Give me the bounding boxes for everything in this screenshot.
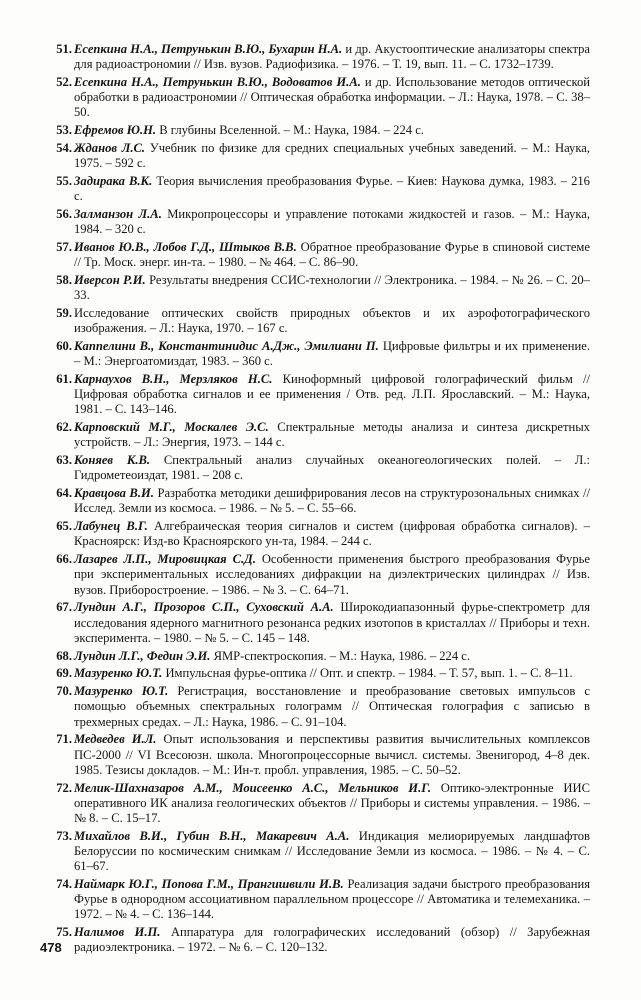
reference-entry (50, 600, 590, 646)
reference-number: 53. (56, 123, 72, 138)
reference-number: 68. (56, 648, 72, 663)
reference-number: 74. (56, 877, 72, 892)
reference-number: 72. (56, 780, 72, 795)
reference-text: и др. Акустооптические анализаторы спектра для радиоастрономии // Изв. вузов. Радиофизика. – 1976. – Т. 19, вып. 11. – С. 1732–1739. (74, 42, 591, 72)
reference-authors: Медведев И.Л. (74, 732, 157, 747)
reference-authors: Задирака В.К. (74, 174, 153, 188)
reference-entry (50, 420, 590, 450)
reference-number: 57. (56, 240, 72, 254)
reference-authors: Михайлов В.И., Губин В.Н., Макаревич А.А. (74, 828, 350, 843)
reference-entry (50, 666, 590, 681)
reference-text: Теория вычисления преобразования Фурье. – Киев: Наукова думка, 1983. – 216 с. (74, 174, 590, 204)
reference-number: 51. (56, 42, 72, 56)
reference-number: 64. (56, 486, 72, 501)
reference-text: Оптико-электронные ИИС оперативного ИК анализа геологических объектов // Приборы и системы управления. – 1986. – № 8. – С. 15–17. (74, 780, 590, 826)
reference-text: Опыт использования и перспективы развития вычислительных комплексов ПС-2000 // VI Всесоюзн. школа. Многопроцессорные вычисл. системы. Звенигород, 4–8 дек. 1985. Тезисы докладов. – М.: Ин-т. пробл. управления, 1985. – С. 50–52. (74, 732, 590, 777)
reference-authors: Иверсон Р.И. (74, 273, 146, 287)
reference-entry (50, 42, 590, 72)
reference-entry (50, 306, 590, 336)
reference-text: Регистрация, восстановление и преобразование световых импульсов с помощью объемных спектральных голограмм // Оптическая голография с записью в трехмерных средах. – Л.: Наука, 1986. – С. 91–104. (74, 684, 590, 729)
reference-number: 61. (56, 372, 72, 386)
reference-text: Цифровые фильтры и их применение. – М.: Энергоатомиздат, 1983. – 360 с. (74, 339, 590, 369)
reference-text: и др. Использование методов оптической обработки в радиоастрономии // Оптическая обработка информации. – Л.: Наука, 1978. – С. 38–50. (74, 75, 590, 120)
reference-authors: Карнаухов В.Н., Мерзляков Н.С. (74, 372, 273, 386)
reference-authors: Карповский М.Г., Москалев Э.С. (74, 420, 269, 435)
reference-number: 55. (56, 174, 72, 188)
reference-entry (50, 552, 590, 598)
reference-text: Аппаратура для голографических исследований (обзор) // Зарубежная радиоэлектроника. – 1972. – № 6. – С. 120–132. (74, 925, 590, 955)
reference-number: 52. (56, 75, 72, 89)
reference-number: 63. (56, 453, 72, 468)
reference-text: Широкодиапазонный фурье-спектрометр для исследования ядерного магнитного резонанса редких изотопов в кристаллах // Приборы и техн. эксперимента. – 1980. – № 5. – С. 145 – 148. (74, 600, 590, 645)
reference-authors: Ефремов Ю.Н. (74, 123, 157, 138)
reference-text: Спектральный анализ случайных океаногеологических полей. – Л.: Гидрометеоиздат, 1981. – 208 с. (74, 453, 590, 483)
reference-authors: Есепкина Н.А., Петрунькин В.Ю., Водоватов И.А. (74, 75, 361, 89)
reference-entry (50, 75, 590, 121)
reference-text: Спектральные методы анализа и синтеза дискретных устройств. – Л.: Энергия, 1973. – 144 с. (74, 420, 590, 450)
reference-authors: Кравцова В.И. (74, 486, 154, 501)
reference-entry (50, 453, 590, 483)
reference-text: Импульсная фурье-оптика // Опт. и спектр. – 1984. – Т. 57, вып. 1. – С. 8–11. (162, 666, 573, 681)
reference-entry (50, 519, 590, 549)
reference-text: В глубины Вселенной. – М.: Наука, 1984. – 224 с. (156, 123, 424, 138)
reference-authors: Иванов Ю.В., Лобов Г.Д., Штыков В.В. (74, 240, 297, 254)
reference-entry (50, 372, 590, 418)
reference-entry (50, 732, 590, 778)
reference-entry (50, 781, 590, 827)
reference-text: Индикация мелиорируемых ландшафтов Белоруссии по космическим снимкам // Исследование Земли из космоса. – 1986. – № 4. – С. 61–67. (74, 828, 590, 874)
reference-number: 66. (56, 552, 72, 567)
reference-text: Результаты внедрения ССИС-технологии // Электроника. – 1984. – № 26. – С. 20–33. (74, 273, 590, 303)
reference-text: Разработка методики дешифрирования лесов на структурозональных снимках // Исслед. Земли из космоса. – 1986. – № 5. – С. 55–66. (74, 486, 591, 516)
reference-authors: Коняев К.В. (74, 453, 151, 468)
reference-text: Киноформный цифровой голографический фильм // Цифровая обработка сигналов и ее применения / Отв. ред. Л.П. Ярославский. – М.: Наука, 1981. – С. 143–146. (74, 372, 590, 417)
reference-entry (50, 339, 590, 369)
reference-number: 67. (56, 600, 72, 615)
reference-authors: Есепкина Н.А., Петрунькин В.Ю., Бухарин Н.А. (74, 42, 343, 56)
reference-authors: Мелик-Шахназаров А.М., Моисеенко А.С., Мельников И.Г. (74, 780, 432, 795)
reference-number: 69. (56, 666, 72, 681)
reference-entry (50, 207, 590, 237)
reference-number: 73. (56, 828, 72, 843)
reference-authors: Каппелини В., Константинидис А.Дж., Эмилиани П. (74, 339, 379, 353)
reference-authors: Мазуренко Ю.Т. (74, 666, 163, 681)
reference-authors: Лундин А.Г., Прозоров С.П., Суховский А.А. (74, 600, 334, 615)
reference-text: Особенности применения быстрого преобразования Фурье при экспериментальных исследованиях дифракции на диэлектрических цилиндрах // Изв. вузов. Приборостроение. – 1986. – № 3. – С. 64–71. (74, 552, 590, 597)
reference-authors: Жданов Л.С. (74, 141, 146, 155)
reference-number: 58. (56, 273, 72, 287)
reference-text: Реализация задачи быстрого преобразования Фурье в однородном ассоциативном параллельном процессоре // Автоматика и телемеханика. – 1972. – № 4. – С. 136–144. (74, 877, 590, 922)
reference-authors: Мазуренко Ю.Т. (74, 684, 169, 699)
reference-authors: Залманзон Л.А. (74, 207, 162, 221)
reference-number: 54. (56, 141, 72, 155)
page-number: 478 (40, 940, 62, 955)
reference-text: Исследование оптических свойств природных объектов и их аэрофотографического изображения. – Л.: Наука, 1970. – 167 с. (74, 306, 590, 336)
reference-entry (50, 877, 590, 923)
reference-text: Алгебраическая теория сигналов и систем (цифровая обработка сигналов). – Красноярск: Изд-во Красноярского ун-та, 1984. – 244 с. (74, 519, 590, 549)
reference-text: ЯМР-спектроскопия. – М.: Наука, 1986. – 224 с. (210, 648, 471, 663)
reference-number: 65. (56, 519, 72, 534)
reference-authors: Лабунец В.Г. (74, 519, 148, 534)
reference-authors: Налимов И.П. (74, 925, 161, 940)
reference-entry (50, 123, 590, 138)
reference-entry (50, 141, 590, 171)
reference-entry (50, 486, 590, 516)
reference-number: 59. (56, 306, 72, 320)
reference-authors: Лазарев Л.П., Мировицкая С.Д. (74, 552, 256, 567)
reference-entry (50, 649, 590, 664)
reference-text: Микропроцессоры и управление потоками жидкостей и газов. – М.: Наука, 1984. – 320 с. (74, 207, 590, 237)
reference-entry (50, 240, 590, 270)
reference-authors: Наймарк Ю.Г., Попова Г.М., Прангишвили И.В. (74, 877, 344, 892)
reference-entry (50, 174, 590, 204)
reference-number: 56. (56, 207, 72, 221)
reference-number: 62. (56, 420, 72, 435)
reference-entry (50, 829, 590, 875)
reference-number: 70. (56, 684, 72, 699)
reference-entry (50, 925, 590, 955)
reference-list (50, 42, 590, 958)
reference-text: Учебник по физике для средних специальных учебных заведений. – М.: Наука, 1975. – 592 с. (74, 141, 590, 171)
reference-number: 60. (56, 339, 72, 353)
reference-text: Обратное преобразование Фурье в спиновой системе // Тр. Моск. энерг. ин-та. – 1980. – № 464. – С. 86–90. (74, 240, 590, 270)
reference-authors: Лундин Л.Г., Федин Э.И. (74, 648, 211, 663)
reference-entry (50, 684, 590, 730)
reference-number: 75. (56, 925, 72, 940)
reference-entry (50, 273, 590, 303)
reference-number: 71. (56, 732, 72, 747)
